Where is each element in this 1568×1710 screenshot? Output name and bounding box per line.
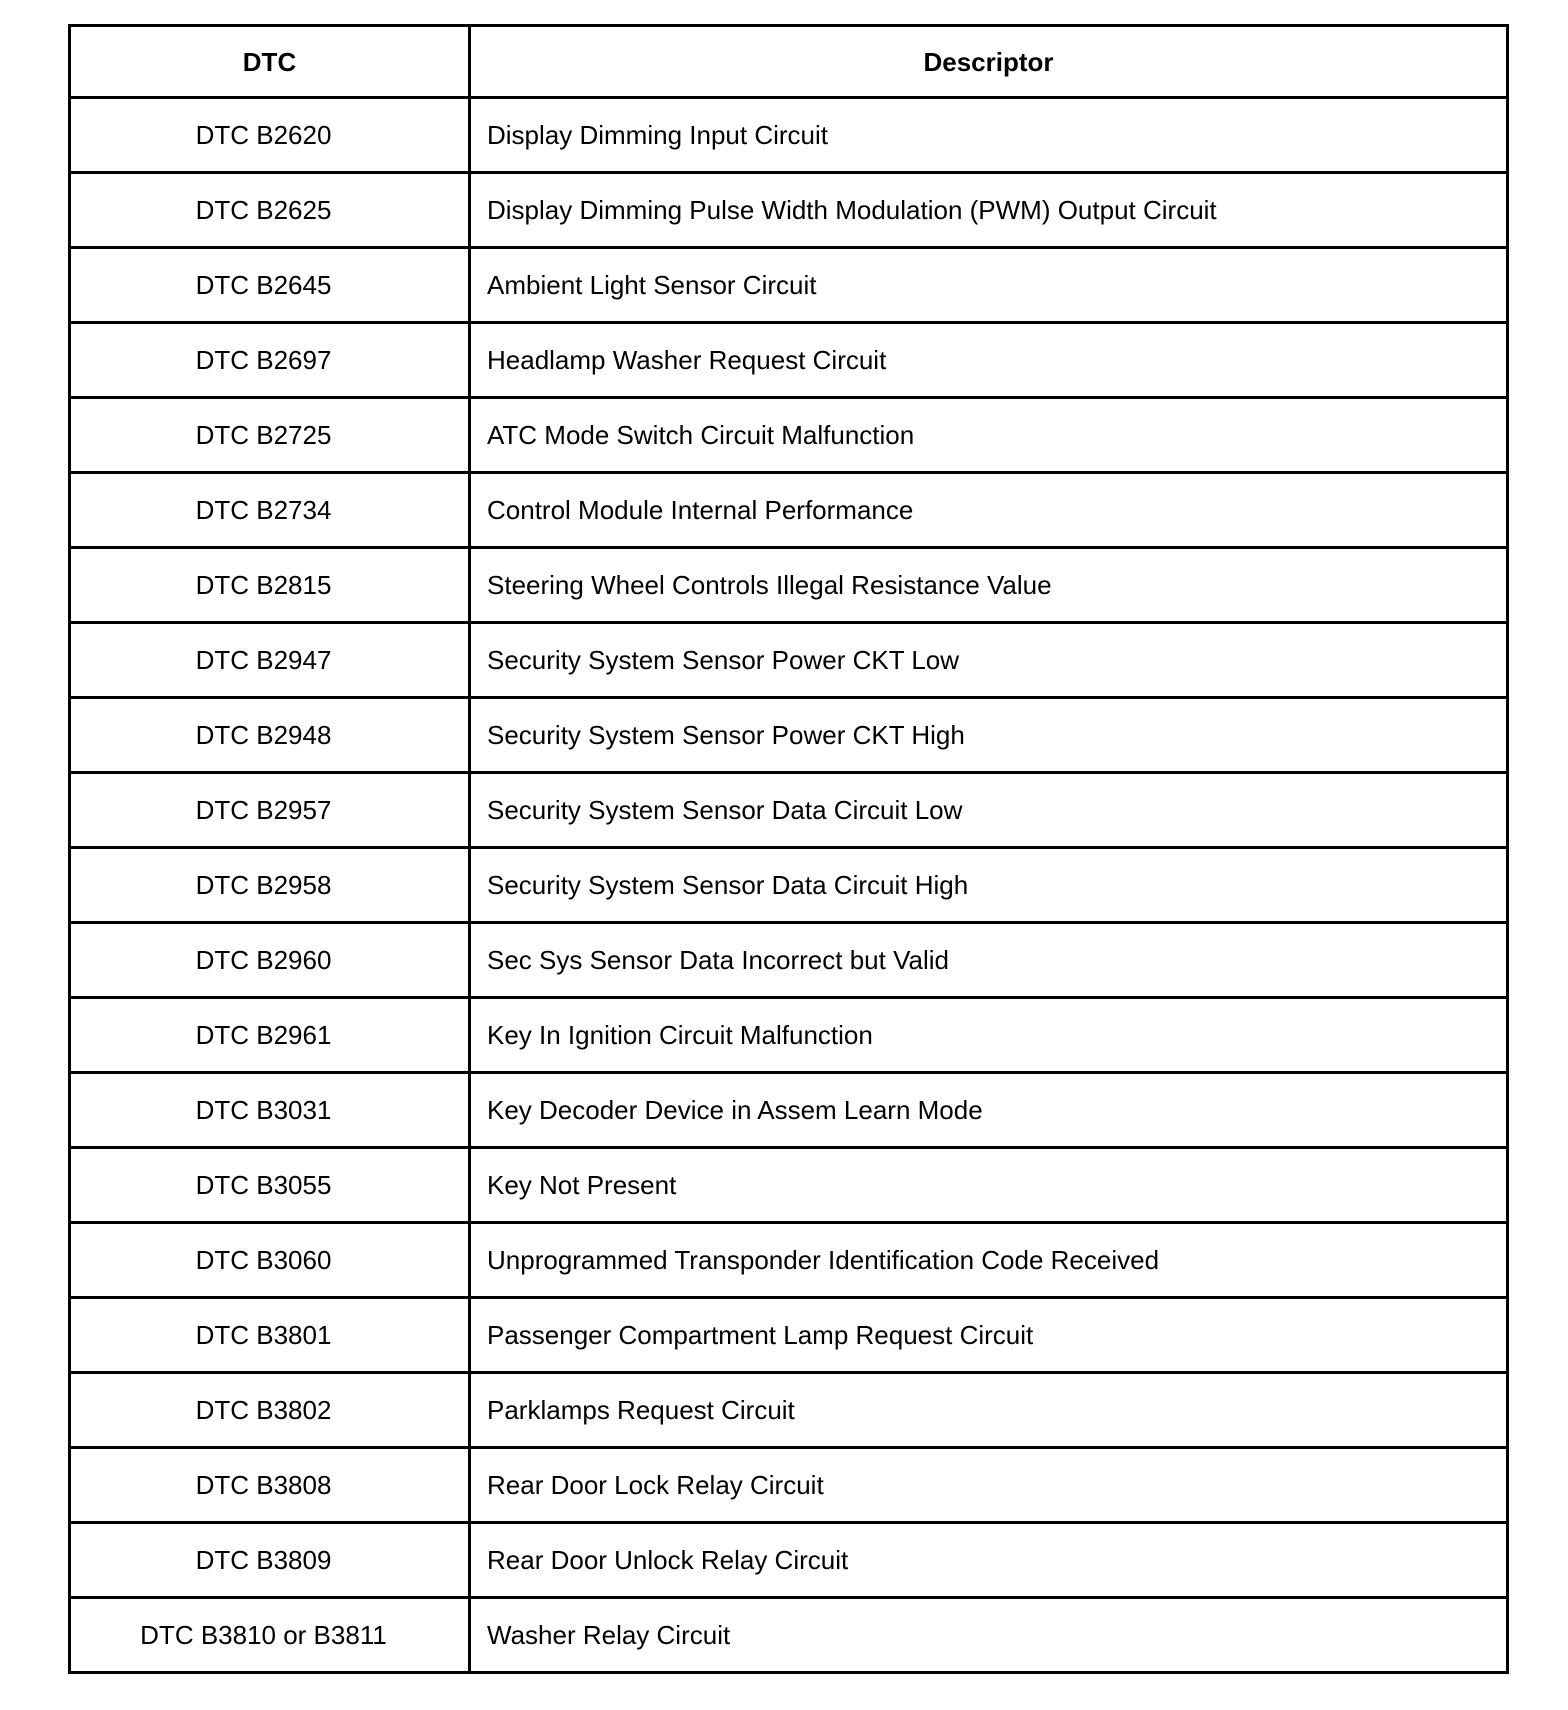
descriptor-cell: Unprogrammed Transponder Identification Code Received [470,1223,1508,1298]
table-row [70,1373,1508,1448]
table-row [70,1148,1508,1223]
table-row [70,698,1508,773]
descriptor-cell: Sec Sys Sensor Data Incorrect but Valid [470,923,1508,998]
descriptor-cell: Steering Wheel Controls Illegal Resistance Value [470,548,1508,623]
descriptor-cell: Rear Door Lock Relay Circuit [470,1448,1508,1523]
header-row [70,26,1508,98]
table-row [70,1523,1508,1598]
dtc-code-cell: DTC B3802 [70,1373,470,1448]
table-row [70,848,1508,923]
table-row [70,323,1508,398]
dtc-code-cell: DTC B3055 [70,1148,470,1223]
table-row [70,1298,1508,1373]
table-row [70,98,1508,173]
dtc-code-cell: DTC B3809 [70,1523,470,1598]
table-row [70,623,1508,698]
descriptor-cell: ATC Mode Switch Circuit Malfunction [470,398,1508,473]
dtc-code-cell: DTC B3031 [70,1073,470,1148]
descriptor-cell: Security System Sensor Power CKT Low [470,623,1508,698]
dtc-code-cell: DTC B2960 [70,923,470,998]
table-row [70,923,1508,998]
dtc-code-cell: DTC B2815 [70,548,470,623]
dtc-code-cell: DTC B2958 [70,848,470,923]
dtc-code-cell: DTC B3810 or B3811 [70,1598,470,1673]
table-row [70,1448,1508,1523]
dtc-code-cell: DTC B2947 [70,623,470,698]
table-row [70,173,1508,248]
dtc-table [68,24,1509,1674]
descriptor-cell: Headlamp Washer Request Circuit [470,323,1508,398]
dtc-code-cell: DTC B2645 [70,248,470,323]
table-body [70,98,1508,1673]
descriptor-cell: Passenger Compartment Lamp Request Circuit [470,1298,1508,1373]
descriptor-column-header: Descriptor [470,26,1508,98]
descriptor-cell: Key In Ignition Circuit Malfunction [470,998,1508,1073]
table-row [70,548,1508,623]
dtc-code-cell: DTC B2697 [70,323,470,398]
descriptor-cell: Security System Sensor Data Circuit Low [470,773,1508,848]
descriptor-cell: Rear Door Unlock Relay Circuit [470,1523,1508,1598]
descriptor-cell: Display Dimming Input Circuit [470,98,1508,173]
descriptor-cell: Security System Sensor Power CKT High [470,698,1508,773]
dtc-code-cell: DTC B2961 [70,998,470,1073]
dtc-code-cell: DTC B3801 [70,1298,470,1373]
table-header [70,26,1508,98]
dtc-code-cell: DTC B2620 [70,98,470,173]
dtc-code-cell: DTC B2725 [70,398,470,473]
dtc-code-cell: DTC B2734 [70,473,470,548]
table-row [70,1223,1508,1298]
descriptor-cell: Key Decoder Device in Assem Learn Mode [470,1073,1508,1148]
table-row [70,248,1508,323]
table-row [70,998,1508,1073]
descriptor-cell: Display Dimming Pulse Width Modulation (PWM) Output Circuit [470,173,1508,248]
dtc-code-cell: DTC B3808 [70,1448,470,1523]
descriptor-cell: Key Not Present [470,1148,1508,1223]
table-row [70,1073,1508,1148]
descriptor-cell: Control Module Internal Performance [470,473,1508,548]
descriptor-cell: Parklamps Request Circuit [470,1373,1508,1448]
table-row [70,1598,1508,1673]
table-row [70,473,1508,548]
descriptor-cell: Washer Relay Circuit [470,1598,1508,1673]
table-row [70,773,1508,848]
dtc-code-cell: DTC B2948 [70,698,470,773]
dtc-code-cell: DTC B2957 [70,773,470,848]
descriptor-cell: Ambient Light Sensor Circuit [470,248,1508,323]
dtc-code-cell: DTC B3060 [70,1223,470,1298]
table-row [70,398,1508,473]
descriptor-cell: Security System Sensor Data Circuit High [470,848,1508,923]
dtc-code-cell: DTC B2625 [70,173,470,248]
dtc-column-header: DTC [70,26,470,98]
